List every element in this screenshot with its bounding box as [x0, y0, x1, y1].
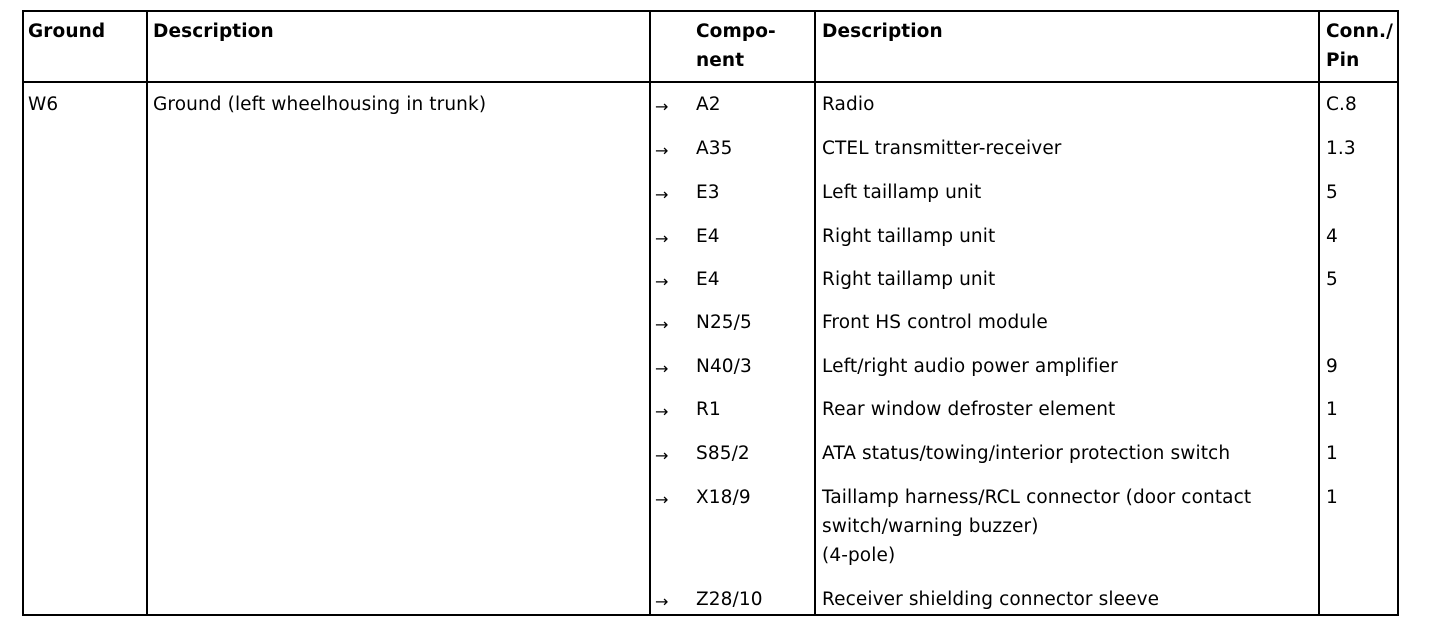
row-arrow-icon: → [655, 315, 669, 334]
component-description: Left taillamp unit [822, 182, 982, 203]
row-arrow-icon: → [655, 97, 669, 116]
component-code: E4 [696, 269, 720, 290]
header-conn-line2: Pin [1326, 50, 1360, 71]
component-code: N40/3 [696, 356, 752, 377]
component-code: X18/9 [696, 487, 751, 508]
component-description: (4-pole) [822, 545, 896, 566]
component-code: E3 [696, 182, 720, 203]
row-arrow-icon: → [655, 490, 669, 509]
header-description: Description [153, 21, 274, 42]
ground-description: Ground (left wheelhousing in trunk) [153, 94, 487, 115]
component-code: E4 [696, 226, 720, 247]
component-code: N25/5 [696, 312, 752, 333]
header-description-2: Description [822, 21, 943, 42]
conn-pin: 1.3 [1326, 138, 1356, 159]
header-ground: Ground [28, 21, 106, 42]
ground-id: W6 [28, 94, 59, 115]
conn-pin: 4 [1326, 226, 1338, 247]
conn-pin: 1 [1326, 399, 1338, 420]
conn-pin: 1 [1326, 443, 1338, 464]
row-arrow-icon: → [655, 229, 669, 248]
component-description: Left/right audio power amplifier [822, 356, 1118, 377]
component-code: A35 [696, 138, 733, 159]
conn-pin: C.8 [1326, 94, 1357, 115]
column-divider [814, 12, 816, 614]
header-conn-line1: Conn./ [1326, 21, 1394, 42]
conn-pin: 1 [1326, 487, 1338, 508]
component-description: Rear window defroster element [822, 399, 1116, 420]
component-code: R1 [696, 399, 721, 420]
component-description: Taillamp harness/RCL connector (door contact [822, 487, 1252, 508]
row-arrow-icon: → [655, 272, 669, 291]
component-description: CTEL transmitter-receiver [822, 138, 1062, 159]
header-component-line2: nent [696, 50, 745, 71]
conn-pin: 5 [1326, 269, 1338, 290]
column-divider [146, 12, 148, 614]
row-arrow-icon: → [655, 185, 669, 204]
component-code: A2 [696, 94, 721, 115]
header-component-line1: Compo- [696, 21, 776, 42]
conn-pin: 5 [1326, 182, 1338, 203]
component-code: Z28/10 [696, 589, 763, 610]
component-description: Receiver shielding connector sleeve [822, 589, 1160, 610]
row-arrow-icon: → [655, 402, 669, 421]
component-description: ATA status/towing/interior protection switch [822, 443, 1231, 464]
row-arrow-icon: → [655, 446, 669, 465]
header-divider [24, 81, 1397, 83]
component-description: Front HS control module [822, 312, 1048, 333]
conn-pin: 9 [1326, 356, 1338, 377]
component-description: Radio [822, 94, 875, 115]
row-arrow-icon: → [655, 592, 669, 611]
component-code: S85/2 [696, 443, 750, 464]
column-divider [1318, 12, 1320, 614]
component-description: switch/warning buzzer) [822, 516, 1039, 537]
component-description: Right taillamp unit [822, 226, 996, 247]
column-divider [649, 12, 651, 614]
row-arrow-icon: → [655, 141, 669, 160]
row-arrow-icon: → [655, 359, 669, 378]
component-description: Right taillamp unit [822, 269, 996, 290]
